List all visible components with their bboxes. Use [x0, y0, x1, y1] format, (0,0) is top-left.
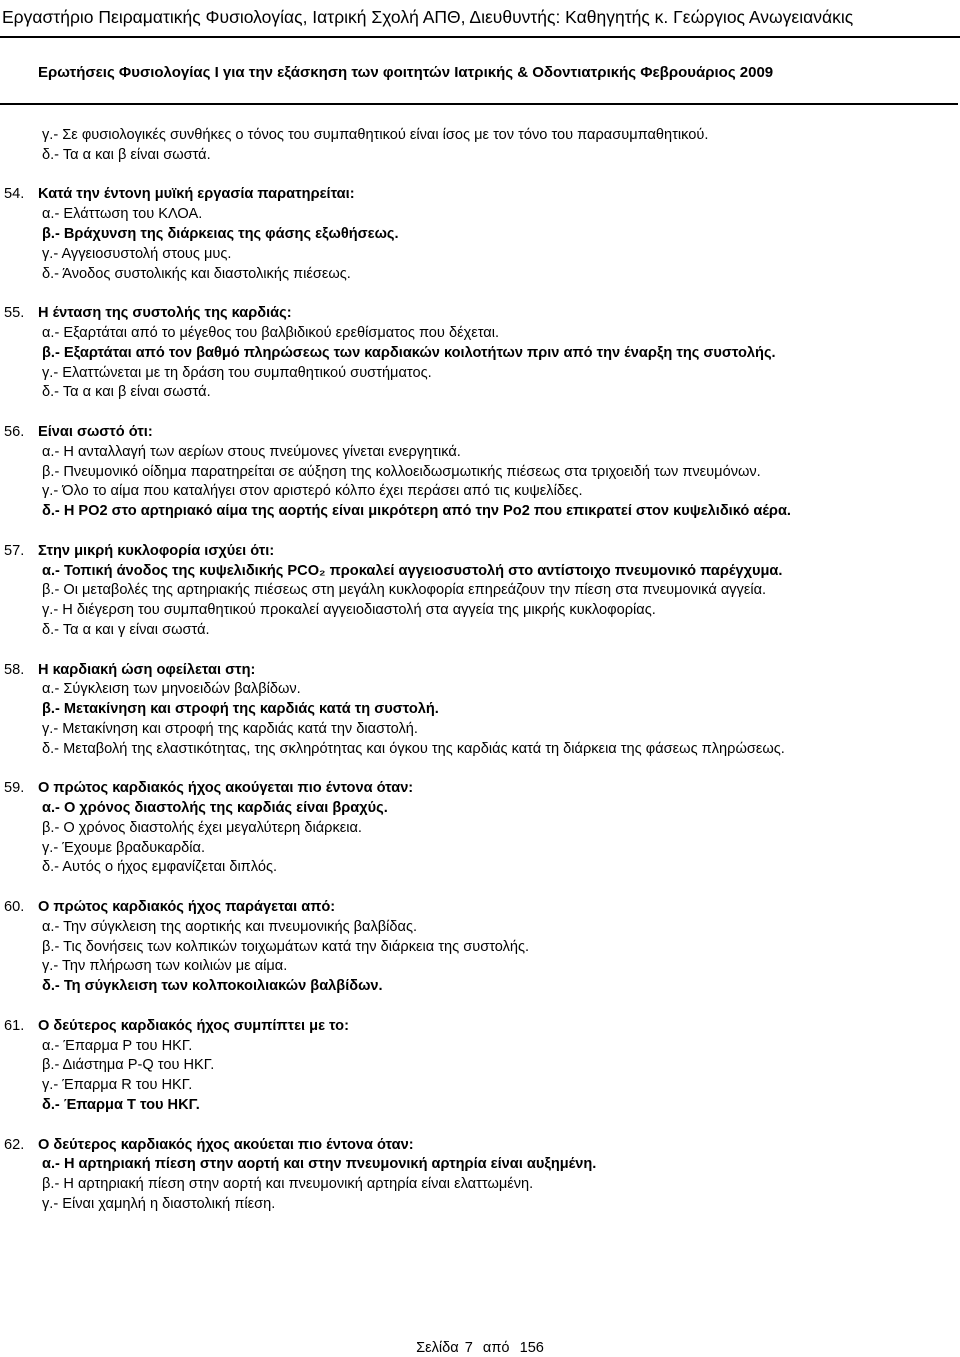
header-subtitle: Ερωτήσεις Φυσιολογίας Ι για την εξάσκηση των φοιτητών Ιατρικής & Οδοντιατρικής Φεβρουάριος 2009: [38, 64, 774, 81]
question-title: [0, 779, 940, 799]
option: γ.- Έχουμε βραδυκαρδία.: [42, 839, 205, 856]
option-correct: δ.- Έπαρμα T του ΗΚΓ.: [42, 1097, 200, 1114]
page-footer: [0, 1340, 960, 1356]
question-block: [0, 661, 940, 760]
option: β.- Οι μεταβολές της αρτηριακής πιέσεως στη μεγάλη κυκλοφορία επηρεάζουν την πίεση στα πνευμονικά αγγεία.: [42, 582, 767, 599]
question-block: [0, 1017, 940, 1116]
option: γ.- Μετακίνηση και στροφή της καρδιάς κατά την διαστολή.: [42, 720, 418, 737]
option: δ.- Τα α και γ είναι σωστά.: [42, 621, 210, 638]
question-block: [0, 898, 940, 997]
question-block: [0, 542, 940, 641]
header-divider: [0, 103, 958, 105]
option: β.- Διάστημα P-Q του ΗΚΓ.: [42, 1057, 215, 1074]
question-title: [0, 1136, 940, 1156]
option: δ.- Τα α και β είναι σωστά.: [42, 146, 211, 163]
question-title: [0, 898, 940, 918]
option-correct: β.- Εξαρτάται από τον βαθμό πληρώσεως των καρδιακών κοιλοτήτων πριν από την έναρξη της συστολής.: [42, 344, 776, 361]
of-word: από: [482, 1340, 510, 1356]
option-correct: α.- Ο χρόνος διαστολής της καρδιάς είναι βραχύς.: [42, 800, 388, 817]
question-text: Η ένταση της συστολής της καρδιάς:: [38, 305, 292, 322]
option: γ.- Όλο το αίμα που καταλήγει στον αριστερό κόλπο έχει περάσει από τις κυψελίδες.: [42, 483, 583, 500]
option: α.- Έπαρμα P του ΗΚΓ.: [42, 1037, 193, 1054]
page-word: Σελίδα: [416, 1340, 459, 1356]
questions-container: [0, 185, 940, 1214]
question-title: [0, 542, 940, 562]
option: γ.- Την πλήρωση των κοιλιών με αίμα.: [42, 958, 288, 975]
option: γ.- Σε φυσιολογικές συνθήκες ο τόνος του συμπαθητικού είναι ίσος με τον τόνο του παρασυμπαθητικού.: [42, 127, 709, 143]
question-text: Η καρδιακή ώση οφείλεται στη:: [38, 661, 256, 678]
option: δ.- Άνοδος συστολικής και διαστολικής πιέσεως.: [42, 265, 351, 282]
question-text: Είναι σωστό ότι:: [38, 423, 153, 440]
page-number: 7: [464, 1340, 473, 1356]
question-block: [0, 185, 940, 284]
question-text: Ο πρώτος καρδιακός ήχος παράγεται από:: [38, 899, 336, 916]
question-title: [0, 1017, 940, 1037]
question-number: 56.: [4, 423, 25, 440]
option-correct: β.- Μετακίνηση και στροφή της καρδιάς κατά τη συστολή.: [42, 701, 439, 718]
option: γ.- Είναι χαμηλή η διαστολική πίεση.: [42, 1196, 276, 1213]
question-number: 58.: [4, 661, 25, 678]
option: α.- Εξαρτάται από το μέγεθος του βαλβιδικού ερεθίσματος που δέχεται.: [42, 324, 500, 341]
option: γ.- Αγγειοσυστολή στους μυς.: [42, 245, 232, 262]
question-text: Ο πρώτος καρδιακός ήχος ακούγεται πιο έντονα όταν:: [38, 780, 414, 797]
option: δ.- Μεταβολή της ελαστικότητας, της σκληρότητας και όγκου της καρδιάς κατά τη διάρκεια της φάσεως πληρώσεως.: [42, 740, 785, 757]
option: β.- Η αρτηριακή πίεση στην αορτή και πνευμονική αρτηρία είναι ελαττωμένη.: [42, 1176, 534, 1193]
option-correct: α.- Η αρτηριακή πίεση στην αορτή και στην πνευμονική αρτηρία είναι αυξημένη.: [42, 1156, 597, 1173]
header-title: Εργαστήριο Πειραματικής Φυσιολογίας, Ιατρική Σχολή ΑΠΘ, Διευθυντής: Καθηγητής κ. Γεώργιος Ανωγειανάκις: [0, 2, 960, 38]
question-text: Στην μικρή κυκλοφορία ισχύει ότι:: [38, 542, 275, 559]
option-correct: δ.- Η PO2 στο αρτηριακό αίμα της αορτής είναι μικρότερη από την Po2 που επικρατεί στον κυψελιδικό αέρα.: [42, 503, 791, 520]
question-number: 60.: [4, 899, 25, 916]
option: δ.- Αυτός ο ήχος εμφανίζεται διπλός.: [42, 859, 278, 876]
question-text: Ο δεύτερος καρδιακός ήχος συμπίπτει με το:: [38, 1017, 349, 1034]
question-number: 54.: [4, 186, 25, 203]
option: γ.- Έπαρμα R του ΗΚΓ.: [42, 1077, 193, 1094]
option-correct: β.- Βράχυνση της διάρκειας της φάσης εξωθήσεως.: [42, 225, 399, 242]
question-block: [0, 423, 940, 522]
question-block: [0, 779, 940, 878]
option: α.- Την σύγκλειση της αορτικής και πνευμονικής βαλβίδας.: [42, 918, 418, 935]
question-block: [0, 304, 940, 403]
option-correct: δ.- Τη σύγκλειση των κολποκοιλιακών βαλβίδων.: [42, 978, 383, 995]
question-number: 62.: [4, 1136, 25, 1153]
option: δ.- Τα α και β είναι σωστά.: [42, 384, 211, 401]
option: α.- Ελάττωση του ΚΛΟΑ.: [42, 206, 203, 223]
question-title: [0, 423, 940, 443]
option-correct: α.- Τοπική άνοδος της κυψελιδικής PCO₂ προκαλεί αγγειοσυστολή στο αντίστοιχο πνευμονικό παρέγχυμα.: [42, 562, 783, 579]
option: α.- Σύγκλειση των μηνοειδών βαλβίδων.: [42, 681, 301, 698]
option: β.- Τις δονήσεις των κολπικών τοιχωμάτων κατά την διάρκεια της συστολής.: [42, 938, 530, 955]
option: β.- Ο χρόνος διαστολής έχει μεγαλύτερη διάρκεια.: [42, 819, 362, 836]
total-pages: 156: [519, 1340, 544, 1356]
question-list: [0, 126, 940, 1235]
question-number: 59.: [4, 780, 25, 797]
option: α.- Η ανταλλαγή των αερίων στους πνεύμονες γίνεται ενεργητικά.: [42, 443, 461, 460]
question-title: [0, 304, 940, 324]
question-number: 55.: [4, 305, 25, 322]
question-text: Ο δεύτερος καρδιακός ήχος ακούεται πιο έντονα όταν:: [38, 1136, 414, 1153]
option: β.- Πνευμονικό οίδημα παρατηρείται σε αύξηση της κολλοειδωσμωτικής πιέσεως στα τριχοειδή των πνευμόνων.: [42, 463, 761, 480]
option: γ.- Η διέγερση του συμπαθητικού προκαλεί αγγειοδιαστολή στα αγγεία της μικρής κυκλοφορίας.: [42, 602, 656, 619]
question-title: [0, 185, 940, 205]
question-title: [0, 661, 940, 681]
option: γ.- Ελαττώνεται με τη δράση του συμπαθητικού συστήματος.: [42, 364, 432, 381]
question-text: Κατά την έντονη μυϊκή εργασία παρατηρείται:: [38, 186, 355, 203]
question-number: 61.: [4, 1017, 25, 1034]
question-number: 57.: [4, 542, 25, 559]
carryover-options: [0, 126, 940, 166]
question-block: [0, 1136, 940, 1215]
